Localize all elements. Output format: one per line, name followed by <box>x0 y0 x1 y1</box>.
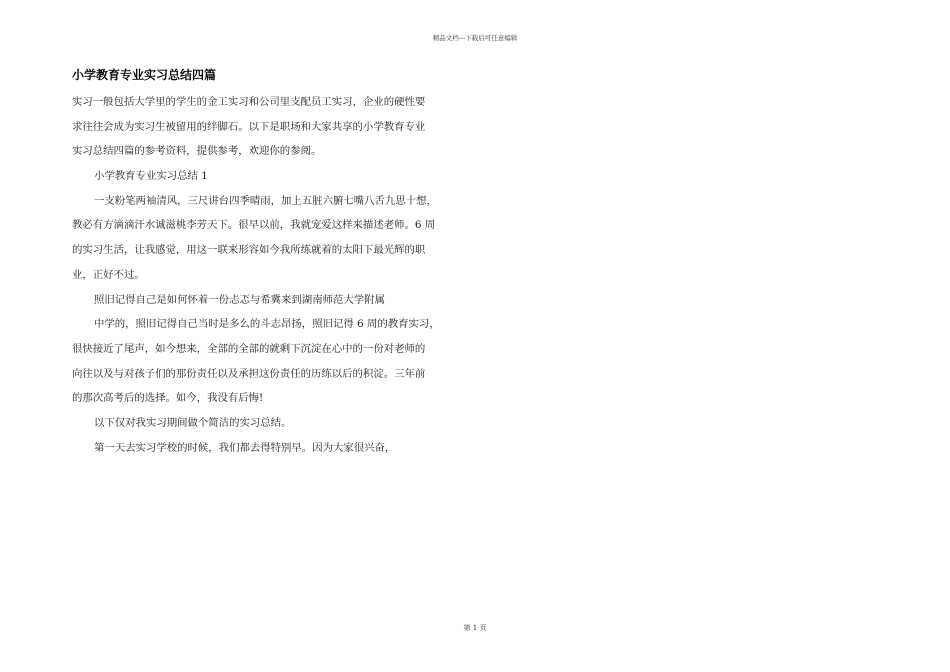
body-line: 照旧记得自己是如何怀着一份忐忑与希冀来到湖南师范大学附属 <box>94 293 385 306</box>
body-line: 实习总结四篇的参考资料，提供参考，欢迎你的参阅。 <box>72 145 322 158</box>
body-line: 很快接近了尾声，如今想来，全部的全部的就剩下沉淀在心中的一份对老师的 <box>72 342 426 355</box>
body-line: 中学的，照旧记得自己当时是多么的斗志昂扬，照旧记得 6 周的教育实习， <box>94 318 440 331</box>
section-heading: 小学教育专业实习总结 1 <box>94 170 208 183</box>
body-line: 的那次高考后的选择。如今，我没有后悔! <box>72 392 264 405</box>
page-number: 第 1 页 <box>463 624 487 632</box>
body-line: 第一天去实习学校的时候，我们都去得特别早。因为大家很兴奋， <box>94 441 396 454</box>
body-line: 业，正好不过。 <box>72 268 145 281</box>
body-line: 向往以及与对孩子们的那份责任以及承担这份责任的历练以后的积淀。三年前 <box>72 367 426 380</box>
body-line: 以下仅对我实习期间做个简洁的实习总结。 <box>94 416 292 429</box>
body-line: 的实习生活，让我感觉，用这一联来形容如今我所练就着的太阳下最光辉的职 <box>72 244 426 257</box>
body-line: 求往往会成为实习生被留用的绊脚石。以下是职场和大家共享的小学教育专业 <box>72 120 426 133</box>
body-line: 实习一般包括大学里的学生的金工实习和公司里支配员工实习，企业的硬性要 <box>72 96 426 108</box>
body-line: 一支粉笔两袖清风，三尺讲台四季晴雨，加上五脏六腑七嘴八舌九思十想， <box>94 194 437 207</box>
body-line: 教必有方滴滴汗水诚滋桃李芳天下。很早以前，我就宠爱这样来描述老师。6 周 <box>72 219 436 232</box>
document-title: 小学教育专业实习总结四篇 <box>72 68 217 82</box>
page-header: 精品文档---下载后可任意编辑 <box>432 34 518 42</box>
document-body <box>72 90 462 460</box>
